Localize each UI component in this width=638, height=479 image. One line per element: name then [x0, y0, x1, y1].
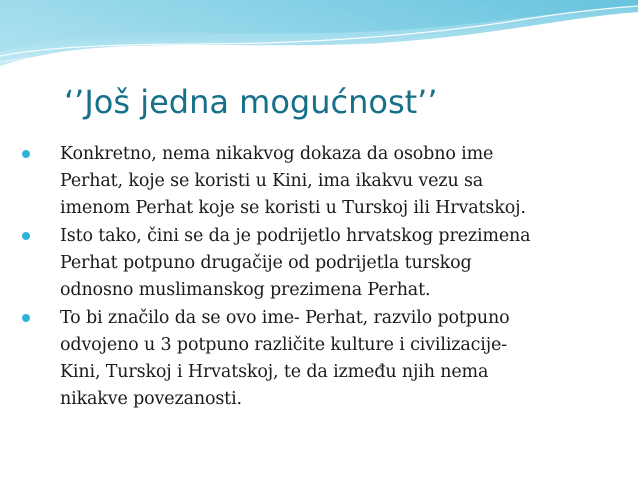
bullet-list — [16, 141, 616, 414]
bullet-dot-icon — [22, 232, 30, 240]
bullet-text-line: imenom Perhat koje se koristi u Turskoj ili Hrvatskoj. — [60, 198, 526, 218]
header-wave-decoration — [0, 0, 638, 80]
bullet-text-line: Perhat, koje se koristi u Kini, ima ikakvu vezu sa — [60, 171, 484, 191]
bullet-text-line: odvojeno u 3 potpuno različite kulture i civilizacije- — [60, 335, 507, 355]
bullet-text-line: Konkretno, nema nikakvog dokaza da osobno ime — [60, 144, 494, 164]
bullet-text-line: Kini, Turskoj i Hrvatskoj, te da između njih nema — [60, 362, 489, 382]
bullet-text-line: Perhat potpuno drugačije od podrijetla turskog — [60, 253, 472, 273]
bullet-text-line: To bi značilo da se ovo ime- Perhat, razvilo potpuno — [60, 308, 510, 328]
slide-title: ‘’Još jedna mogućnost’’ — [64, 83, 438, 121]
bullet-item — [16, 223, 616, 304]
bullet-text-line: nikakve povezanosti. — [60, 389, 242, 409]
bullet-text-line: Isto tako, čini se da je podrijetlo hrvatskog prezimena — [60, 226, 531, 246]
bullet-item — [16, 305, 616, 413]
bullet-dot-icon — [22, 150, 30, 158]
bullet-item — [16, 141, 616, 222]
bullet-text-line: odnosno muslimanskog prezimena Perhat. — [60, 280, 431, 300]
bullet-dot-icon — [22, 314, 30, 322]
